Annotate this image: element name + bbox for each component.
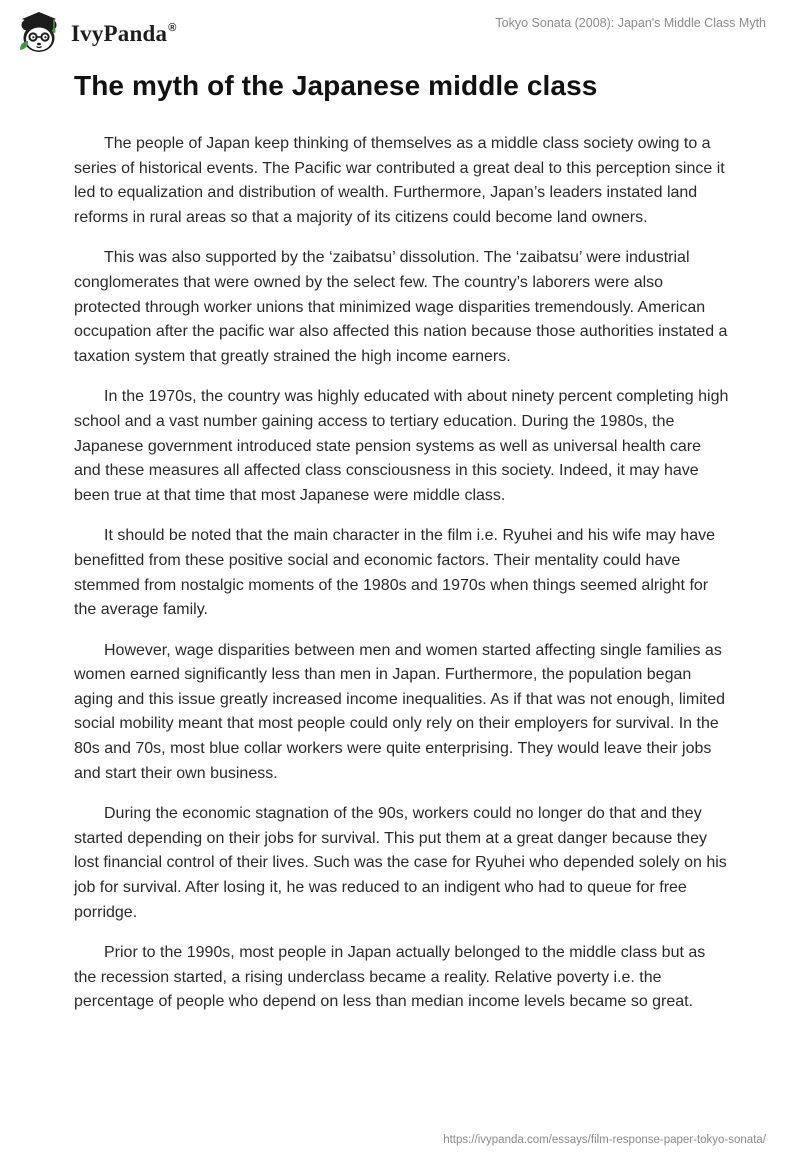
registered-mark: ® [168,22,177,34]
paragraph: In the 1970s, the country was highly educated with about ninety percent completing high school and a vast number gaining access to tertiary education. During the 1980s, the Japanese government introduced state pension systems as well as universal health care and these measures all affected class consciousness in this society. Indeed, it may have been true at that time that most Japanese were middle class. [74,388,729,504]
panda-graduation-cap-icon [16,10,62,56]
document-title: Tokyo Sonata (2008): Japan's Middle Class Myth [495,16,766,30]
page-header [0,0,800,70]
paragraph: It should be noted that the main character in the film i.e. Ryuhei and his wife may have benefitted from these positive social and economic factors. Their mentality could have stemmed from nostalgic moments of the 1980s and 1970s when things seemed alright for the average family. [74,527,715,619]
paragraph: This was also supported by the ‘zaibatsu’ dissolution. The ‘zaibatsu’ were industrial conglomerates that were owned by the select few. The country’s laborers were also protected through worker unions that minimized wage disparities tremendously. American occupation after the pacific war also affected this nation because those authorities instated a taxation system that greatly strained the high income earners. [74,249,728,365]
paragraph: Prior to the 1990s, most people in Japan actually belonged to the middle class but as the recession started, a rising underclass became a reality. Relative poverty i.e. the percentage of people who depend on less than median income levels became so great. [74,944,706,1011]
source-url[interactable]: https://ivypanda.com/essays/film-response-paper-tokyo-sonata/ [443,1134,766,1146]
article-heading: The myth of the Japanese middle class [74,70,598,101]
paragraph: The people of Japan keep thinking of themselves as a middle class society owing to a series of historical events. The Pacific war contributed a great deal to this perception since it led to equalization and distribution of wealth. Furthermore, Japan’s leaders instated land reforms in rural areas so that a majority of its citizens could become land owners. [74,135,725,226]
brand-logo[interactable] [16,10,177,56]
article-body [74,132,730,1031]
brand-name [71,21,177,47]
brand-name-text: IvyPanda [71,21,168,46]
paragraph: However, wage disparities between men and women started affecting single families as women earned significantly less than men in Japan. Furthermore, the population began aging and this issue greatly increased income inequalities. As if that was not enough, limited social mobility meant that most people could only rely on their employers for survival. In the 80s and 70s, most blue collar workers were quite enterprising. They would leave their jobs and start their own business. [74,641,726,782]
paragraph: During the economic stagnation of the 90s, workers could no longer do that and they started depending on their jobs for survival. This put them at a great danger because they lost financial control of their lives. Such was the case for Ryuhei who depended solely on his job for survival. After losing it, he was reduced to an indigent who had to queue for free porridge. [74,805,727,921]
